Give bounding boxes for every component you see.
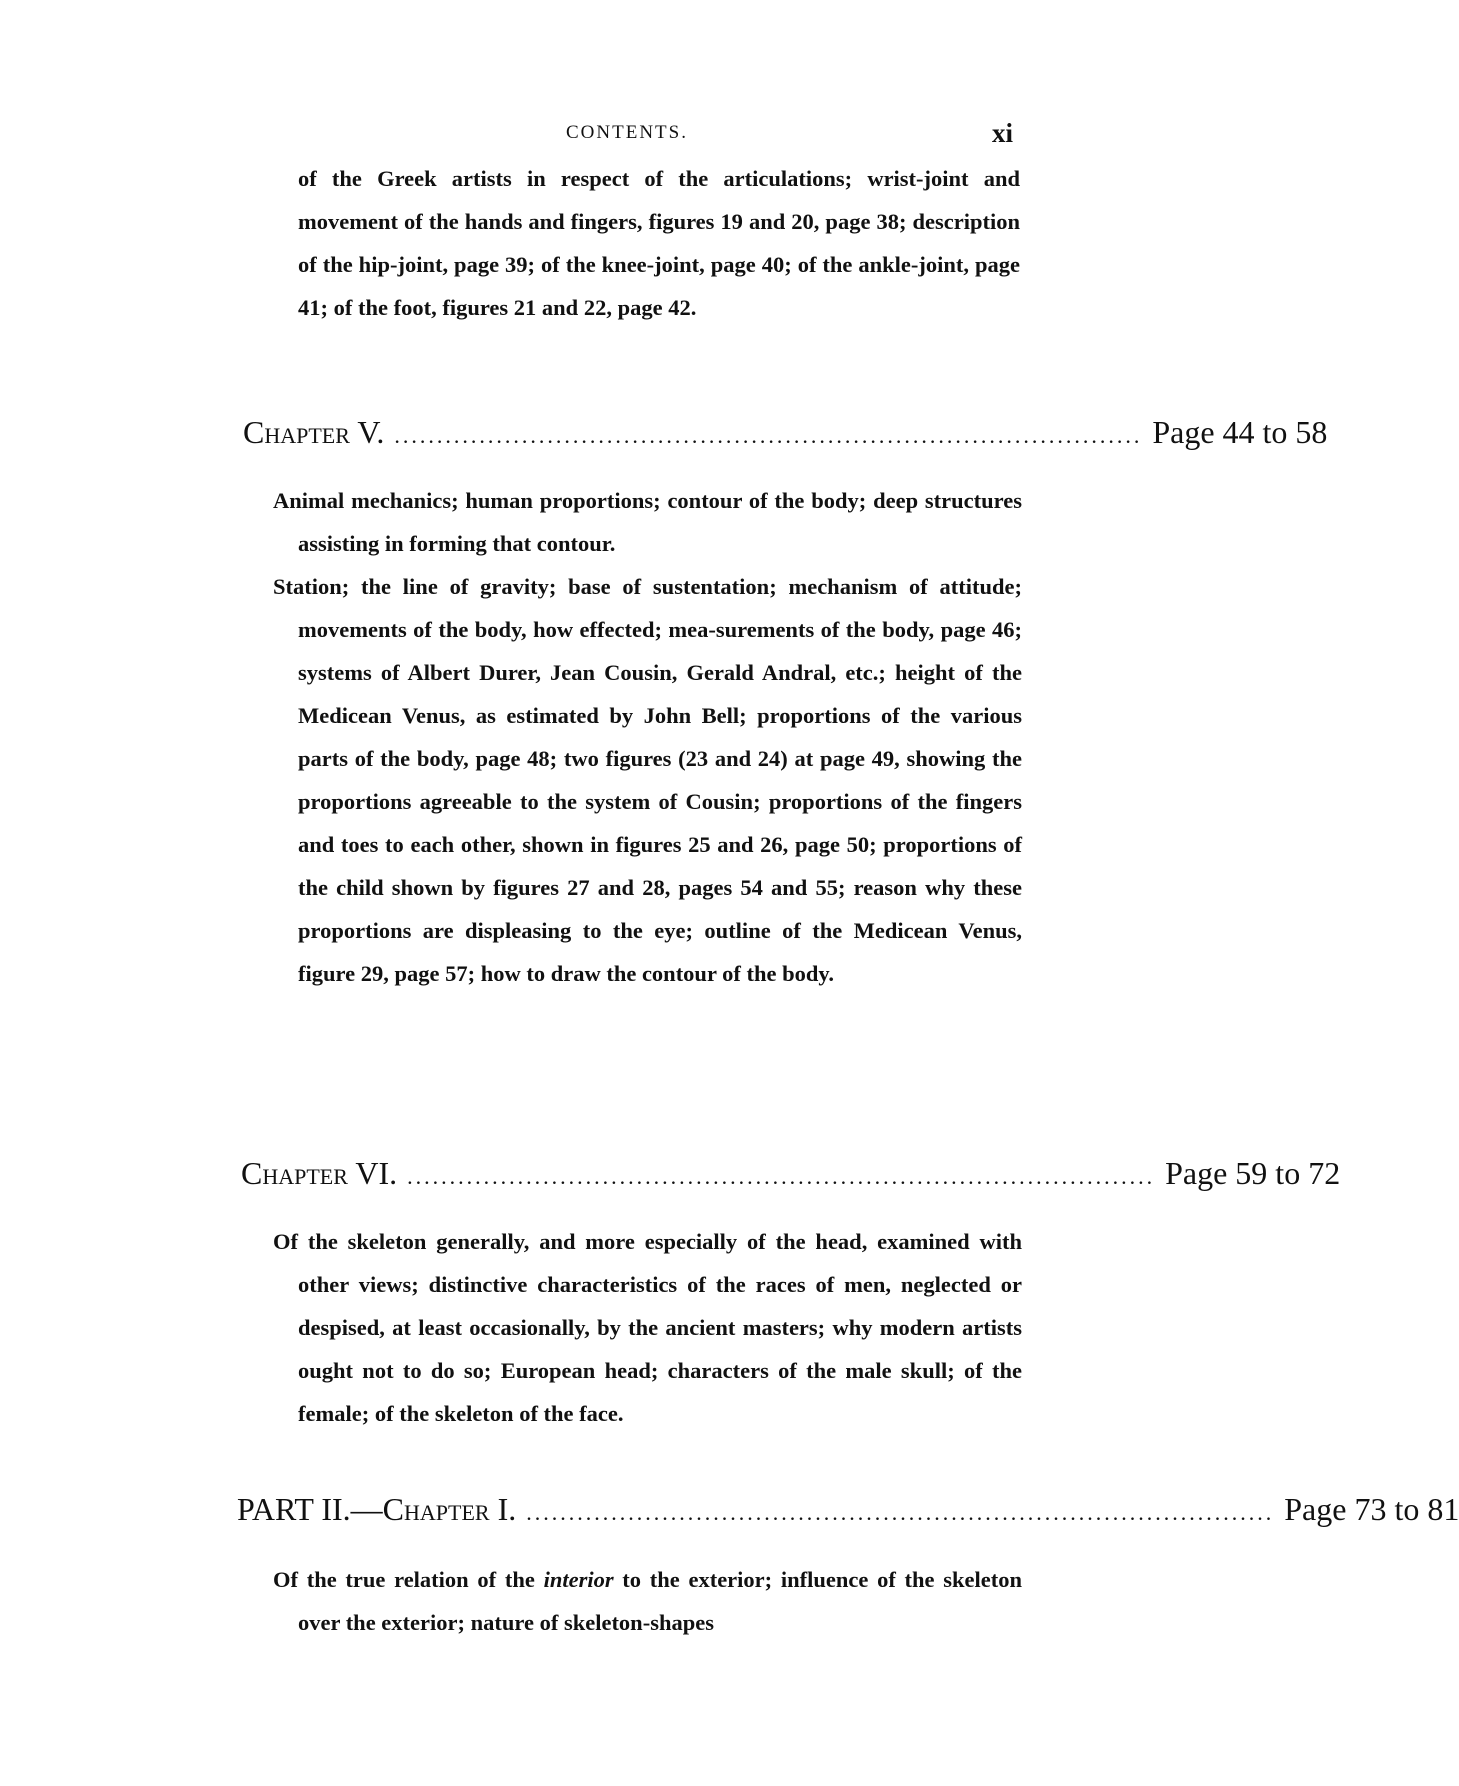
chapter-vi-para-1: Of the skeleton generally, and more especially of the head, examined with other views; distinctive characteristics of the races of men, neglected or despised, at least occasionally, by the ancient masters; why modern artists ought not to do so; European head; characters of the male skull; of the female; of the skeleton of the face. <box>273 1229 1022 1426</box>
page-number: xi <box>992 118 1014 148</box>
chapter-v-para-1: Animal mechanics; human proportions; contour of the body; deep structures assisting in forming that contour. <box>273 488 1022 556</box>
chapter-v-heading <box>243 414 1328 460</box>
intro-continuation-block <box>0 157 1259 329</box>
chapter-vi-label: Chapter VI. <box>241 1155 398 1191</box>
chapter-vi-heading <box>241 1155 1341 1201</box>
part-ii-chapter-i-summary <box>0 1558 1259 1644</box>
running-title: CONTENTS. <box>566 122 688 143</box>
chapter-vi-page-range: Page 59 to 72 <box>1165 1155 1341 1191</box>
intro-continuation-text: of the Greek artists in respect of the articulations; wrist-joint and movement of the hands and fingers, figures 19 and 20, page 38; description of the hip-joint, page 39; of the knee-joint, page 40; of the ankle-joint, page 41; of the foot, figures 21 and 22, page 42. <box>298 166 1020 320</box>
part-ii-chapter-i-heading <box>237 1491 1459 1537</box>
part-ii-chapter-i-page-range: Page 73 to 81 <box>1284 1491 1459 1527</box>
part-ii-chapter-i-para-1: Of the true relation of the interior to the exterior; influence of the skeleton over the exterior; nature of skeleton-shapes <box>273 1567 1022 1635</box>
running-head <box>0 118 1259 152</box>
emphasized-word: interior <box>543 1567 614 1592</box>
part-ii-chapter-i-label: PART II.—Chapter I. <box>237 1491 517 1527</box>
chapter-vi-summary <box>0 1220 1259 1435</box>
part-ii-chapter-i-leader-dots: ........................................................................................ <box>526 1500 1275 1525</box>
chapter-v-label: Chapter V. <box>243 414 385 450</box>
chapter-v-leader-dots: ........................................................................................ <box>394 423 1143 448</box>
chapter-vi-leader-dots: ........................................................................................ <box>407 1164 1156 1189</box>
chapter-v-para-2: Station; the line of gravity; base of sustentation; mechanism of attitude; movements of the body, how effected; mea-surements of the body, page 46; systems of Albert Durer, Jean Cousin, Gerald Andral, etc.; height of the Medicean Venus, as estimated by John Bell; proportions of the various parts of the body, page 48; two figures (23 and 24) at page 49, showing the proportions agreeable to the system of Cousin; proportions of the fingers and toes to each other, shown in figures 25 and 26, page 50; proportions of the child shown by figures 27 and 28, pages 54 and 55; reason why these proportions are displeasing to the eye; outline of the Medicean Venus, figure 29, page 57; how to draw the contour of the body. <box>273 574 1022 986</box>
chapter-v-summary <box>0 479 1259 995</box>
chapter-v-page-range: Page 44 to 58 <box>1152 414 1328 450</box>
